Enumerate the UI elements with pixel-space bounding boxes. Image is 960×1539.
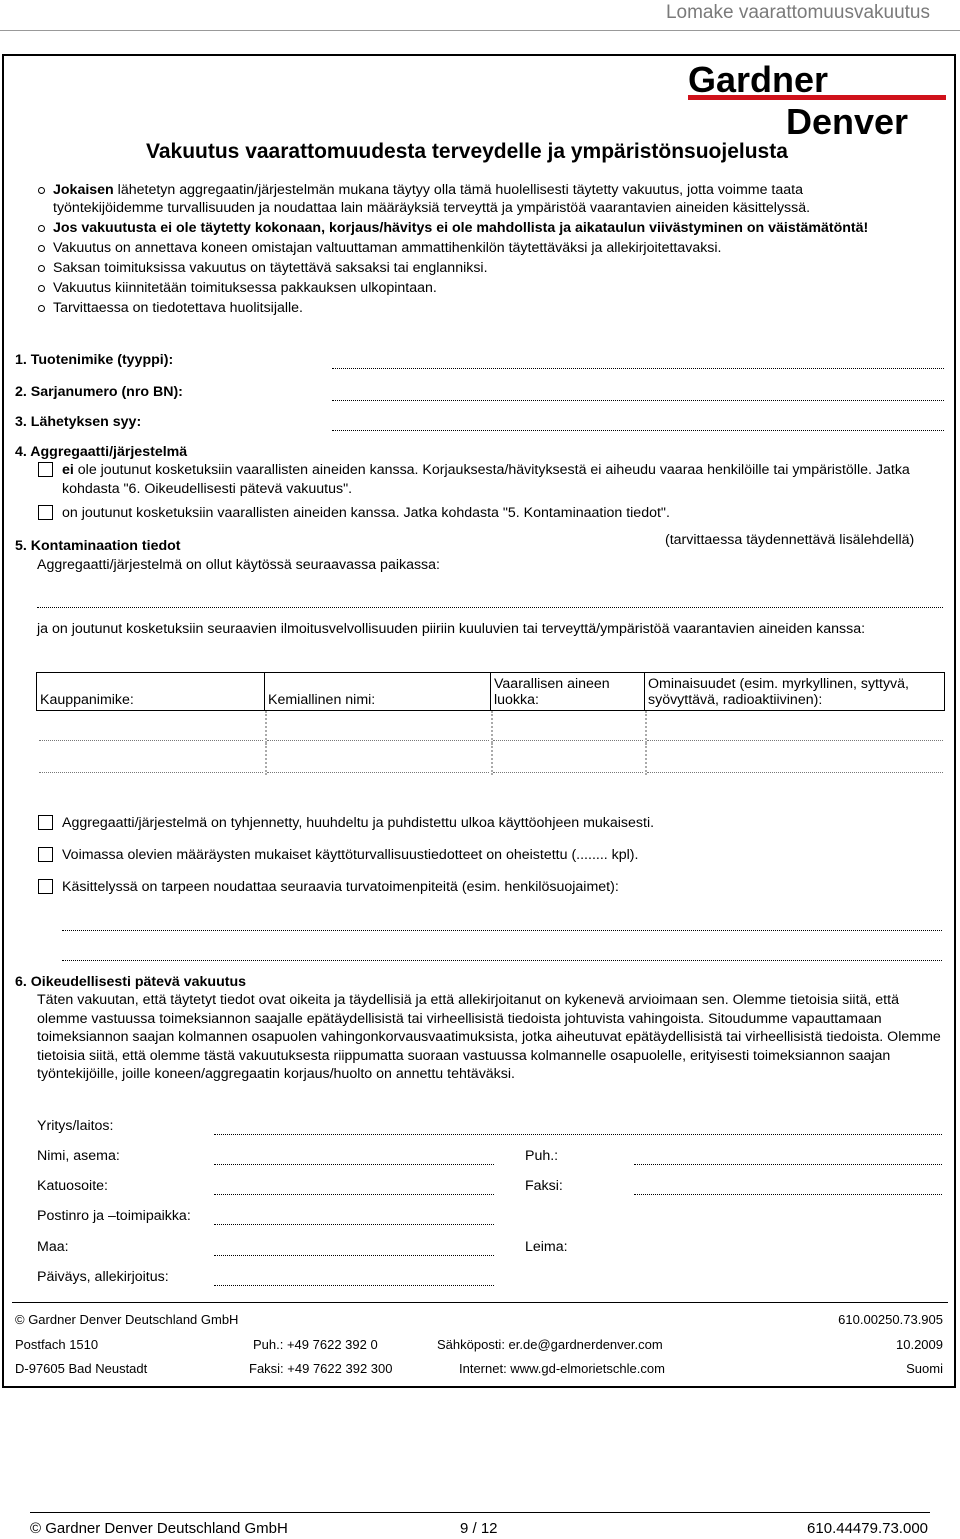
footer-company: © Gardner Denver Deutschland GmbH	[15, 1312, 239, 1327]
col-chemical-name: Kemiallinen nimi:	[265, 673, 491, 711]
section-5-label: 5. Kontaminaation tiedot	[15, 538, 181, 554]
table-cell[interactable]	[37, 711, 265, 743]
fax-field[interactable]	[634, 1194, 942, 1195]
logo-denver: Denver	[786, 101, 909, 138]
header-divider	[0, 30, 960, 31]
bullet-item: Vakuutus kiinnitetään toimituksessa pakkauksen ulkopintaan.	[38, 279, 898, 297]
substances-table	[36, 672, 945, 775]
contact-text: on joutunut kosketuksiin vaarallisten aineiden kanssa. Jatka kohdasta "5. Kontaminaation tiedot".	[62, 505, 670, 521]
country-label: Maa:	[37, 1239, 69, 1255]
phone-label: Puh.:	[525, 1148, 559, 1164]
intro-bullet: Jokaisen lähetetyn aggregaatin/järjestelmän mukana täytyy olla tämä huolellisesti täytetty vakuutus, jotta voimme taata työntekijöidemme turvallisuuden ja noudattaa lain määräyksiä terveyttä ja ympäristöä vaarantavien aineiden käsittelyssä.	[38, 181, 898, 217]
document-header-title: Lomake vaarattomuusvakuutus	[665, 2, 930, 23]
bullet-item: Vakuutus on annettava koneen omistajan valtuuttaman ammattihenkilön täytettäväksi ja allekirjoitettavaksi.	[38, 239, 898, 257]
table-cell[interactable]	[491, 743, 645, 775]
footer-date: 10.2009	[896, 1337, 943, 1352]
postal-label: Postinro ja –toimipaikka:	[37, 1208, 191, 1224]
footer-language: Suomi	[906, 1361, 943, 1376]
precautions-field-1[interactable]	[62, 930, 942, 931]
product-name-field[interactable]	[332, 368, 944, 369]
no-contact-text: ei ole joutunut kosketuksiin vaarallisten aineiden kanssa. Korjauksesta/hävityksestä ei aiheudu vaaraa henkilöille tai ympäristölle. Jatka kohdasta "6. Oikeudellisesti pätevä vakuutus".	[62, 462, 910, 497]
section-5-note: (tarvittaessa täydennettävä lisälehdellä)	[665, 532, 915, 548]
col-hazard-class: Vaarallisen aineen luokka:	[491, 673, 645, 711]
stamp-label: Leima:	[525, 1239, 568, 1255]
postal-field[interactable]	[214, 1224, 494, 1225]
precautions-checkbox[interactable]	[38, 879, 53, 894]
footer-web: Internet: www.gd-elmorietschle.com	[459, 1361, 665, 1376]
declaration-text: Täten vakuutan, että täytetyt tiedot ovat oikeita ja täydellisiä ja että allekirjoitanut on kykenevä arvioimaan sen. Olemme tietoisia siitä, että olemme vastuussa toimeksiannon saajalle epätäydellisistä tai virheellisistä tiedoista johtuvista vahingoista. Sitoudumme vapauttamaan toimeksiannon saajan kolmannen osapuolen vahingonkorvausvaatimuksista, jotka aiheutuvat epätäydellisistä tai virheellisistä tiedoista. Olemme tietoisia siitä, että olemme tästä vakuutuksesta riippumatta suoraan vastuussa kolmannelle osapuolelle, erityisesti toimeksiannon saajan työntekijöille, joille koneen/aggregaatin korjaus/huolto on annettu tehtäväksi.	[37, 992, 941, 1082]
bullet-item: Saksan toimituksissa vakuutus on täytettävä saksaksi tai englanniksi.	[38, 259, 898, 277]
table-cell[interactable]	[37, 743, 265, 775]
precautions-field-2[interactable]	[62, 960, 942, 961]
serial-number-field[interactable]	[332, 400, 944, 401]
substances-intro: ja on joutunut kosketuksiin seuraavien ilmoitusvelvollisuuden piiriin kuuluvien tai terveyttä/ympäristöä vaarantavien aineiden kanssa:	[37, 621, 866, 637]
shipment-reason-field[interactable]	[332, 430, 944, 431]
section-1-label: 1. Tuotenimike (tyyppi):	[15, 352, 174, 368]
page-footer-code: 610.44479.73.000	[807, 1520, 928, 1537]
country-field[interactable]	[214, 1255, 494, 1256]
safety-datasheets-text: Voimassa olevien määräysten mukaiset käyttöturvallisuustiedotteet on oheistettu (........ kpl).	[62, 847, 639, 863]
contact-checkbox[interactable]	[38, 505, 53, 520]
company-field[interactable]	[214, 1134, 942, 1135]
street-label: Katuosoite:	[37, 1178, 108, 1194]
page-footer-divider	[30, 1512, 930, 1513]
fax-label: Faksi:	[525, 1178, 563, 1194]
table-row	[37, 743, 945, 775]
section-3-label: 3. Lähetyksen syy:	[15, 414, 142, 430]
footer-fax: Faksi: +49 7622 392 300	[249, 1361, 393, 1376]
precautions-text: Käsittelyssä on tarpeen noudattaa seuraavia turvatoimenpiteitä (esim. henkilösuojaimet):	[62, 879, 619, 895]
company-label: Yritys/laitos:	[37, 1118, 114, 1134]
section-6-label: 6. Oikeudellisesti pätevä vakuutus	[15, 974, 247, 990]
footer-phone: Puh.: +49 7622 392 0	[253, 1337, 378, 1352]
no-contact-checkbox[interactable]	[38, 462, 53, 477]
table-cell[interactable]	[645, 711, 945, 743]
bullet-item: Jos vakuutusta ei ole täytetty kokonaan, korjaus/hävitys ei ole mahdollista ja aikataulun viivästyminen on väistämätöntä!	[38, 219, 898, 237]
gardner-denver-logo	[688, 62, 946, 138]
table-cell[interactable]	[491, 711, 645, 743]
footer-form-code: 610.00250.73.905	[838, 1312, 943, 1327]
table-cell[interactable]	[645, 743, 945, 775]
instructions-list	[38, 181, 898, 319]
table-cell[interactable]	[265, 743, 491, 775]
section-2-label: 2. Sarjanumero (nro BN):	[15, 384, 183, 400]
footer-email: Sähköposti: er.de@gardnerdenver.com	[437, 1337, 663, 1352]
usage-location-label: Aggregaatti/järjestelmä on ollut käytössä seuraavassa paikassa:	[37, 557, 440, 573]
logo-gardner: Gardner	[688, 62, 829, 100]
phone-field[interactable]	[634, 1164, 942, 1165]
date-signature-field[interactable]	[214, 1285, 494, 1286]
page-footer-company: © Gardner Denver Deutschland GmbH	[30, 1520, 288, 1537]
form-title: Vakuutus vaarattomuudesta terveydelle ja ympäristönsuojelusta	[146, 140, 788, 163]
usage-location-field[interactable]	[37, 607, 943, 608]
section-4-label: 4. Aggregaatti/järjestelmä	[15, 444, 188, 460]
form-footer-divider	[12, 1302, 948, 1303]
table-row	[37, 711, 945, 743]
footer-postbox: Postfach 1510	[15, 1337, 99, 1352]
name-label: Nimi, asema:	[37, 1148, 120, 1164]
bullet-item: Tarvittaessa on tiedotettava huolitsijalle.	[38, 299, 898, 317]
col-trade-name: Kauppanimike:	[37, 673, 265, 711]
col-properties: Ominaisuudet (esim. myrkyllinen, syttyvä, syövyttävä, radioaktiivinen):	[645, 673, 945, 711]
footer-city: D-97605 Bad Neustadt	[15, 1361, 148, 1376]
table-cell[interactable]	[265, 711, 491, 743]
page-number: 9 / 12	[460, 1520, 498, 1537]
cleaned-checkbox[interactable]	[38, 815, 53, 830]
cleaned-text: Aggregaatti/järjestelmä on tyhjennetty, huuhdeltu ja puhdistettu ulkoa käyttöohjeen mukaisesti.	[62, 815, 655, 831]
street-field[interactable]	[214, 1194, 494, 1195]
name-field[interactable]	[214, 1164, 494, 1165]
safety-datasheets-checkbox[interactable]	[38, 847, 53, 862]
table-header-row	[37, 673, 945, 711]
date-signature-label: Päiväys, allekirjoitus:	[37, 1269, 169, 1285]
